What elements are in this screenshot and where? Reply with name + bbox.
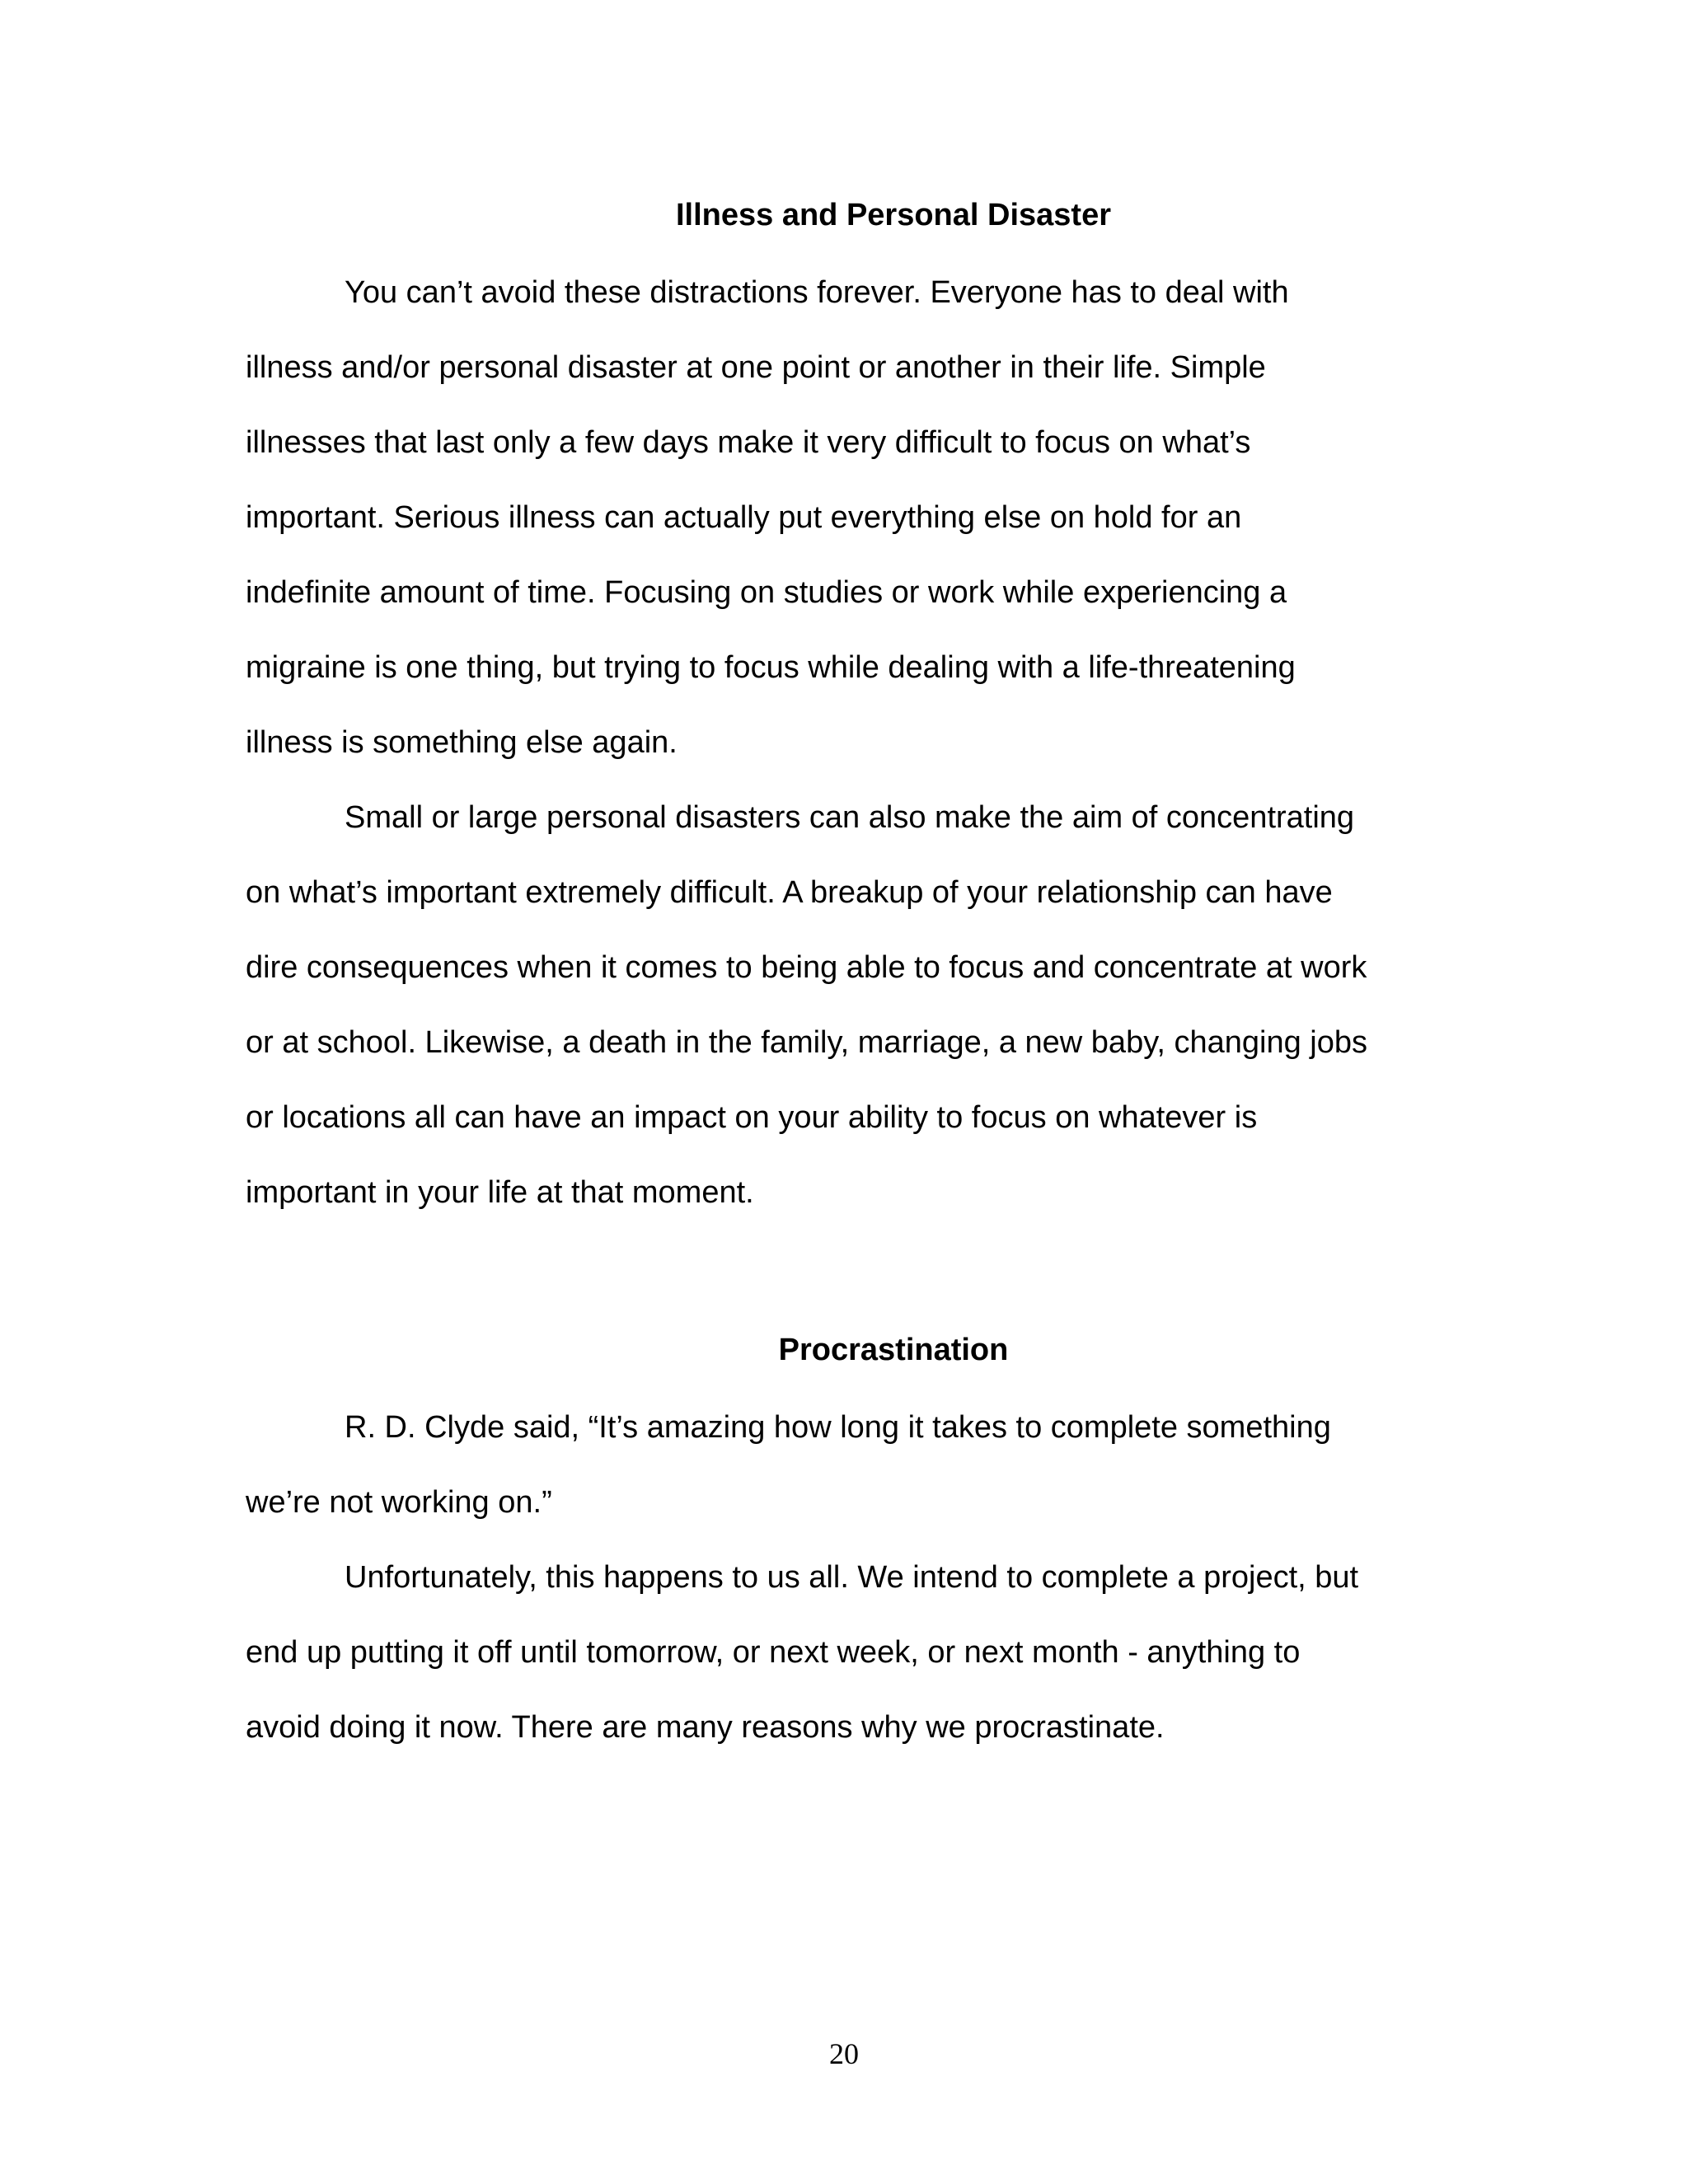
paragraph-line: illness is something else again. (246, 725, 678, 760)
paragraph-line: or locations all can have an impact on your ability to focus on whatever is (246, 1100, 1258, 1135)
paragraph-line: Small or large personal disasters can also make the aim of concentrating (345, 800, 1355, 835)
paragraph-line: end up putting it off until tomorrow, or next week, or next month - anything to (246, 1635, 1301, 1670)
paragraph-line: important. Serious illness can actually put everything else on hold for an (246, 500, 1242, 535)
paragraph-line: or at school. Likewise, a death in the family, marriage, a new baby, changing jobs (246, 1025, 1368, 1060)
paragraph-line: migraine is one thing, but trying to focus while dealing with a life-threatening (246, 650, 1296, 685)
paragraph-line: R. D. Clyde said, “It’s amazing how long it takes to complete something (345, 1410, 1331, 1445)
section-heading-illness: Illness and Personal Disaster (675, 198, 1111, 232)
paragraph-line: illnesses that last only a few days make it very difficult to focus on what’s (246, 425, 1251, 460)
paragraph-line: indefinite amount of time. Focusing on studies or work while experiencing a (246, 575, 1287, 610)
paragraph-line: we’re not working on.” (246, 1485, 552, 1520)
section-heading-procrastination: Procrastination (778, 1333, 1009, 1367)
paragraph-line: dire consequences when it comes to being able to focus and concentrate at work (246, 950, 1367, 985)
paragraph-line: illness and/or personal disaster at one point or another in their life. Simple (246, 350, 1266, 385)
paragraph-line: You can’t avoid these distractions forever. Everyone has to deal with (345, 275, 1289, 310)
paragraph-line: avoid doing it now. There are many reasons why we procrastinate. (246, 1710, 1165, 1745)
page-number: 20 (829, 2037, 859, 2070)
paragraph-line: on what’s important extremely difficult. A breakup of your relationship can have (246, 875, 1333, 910)
paragraph-line: Unfortunately, this happens to us all. We intend to complete a project, but (345, 1560, 1359, 1595)
paragraph-line: important in your life at that moment. (246, 1175, 754, 1210)
